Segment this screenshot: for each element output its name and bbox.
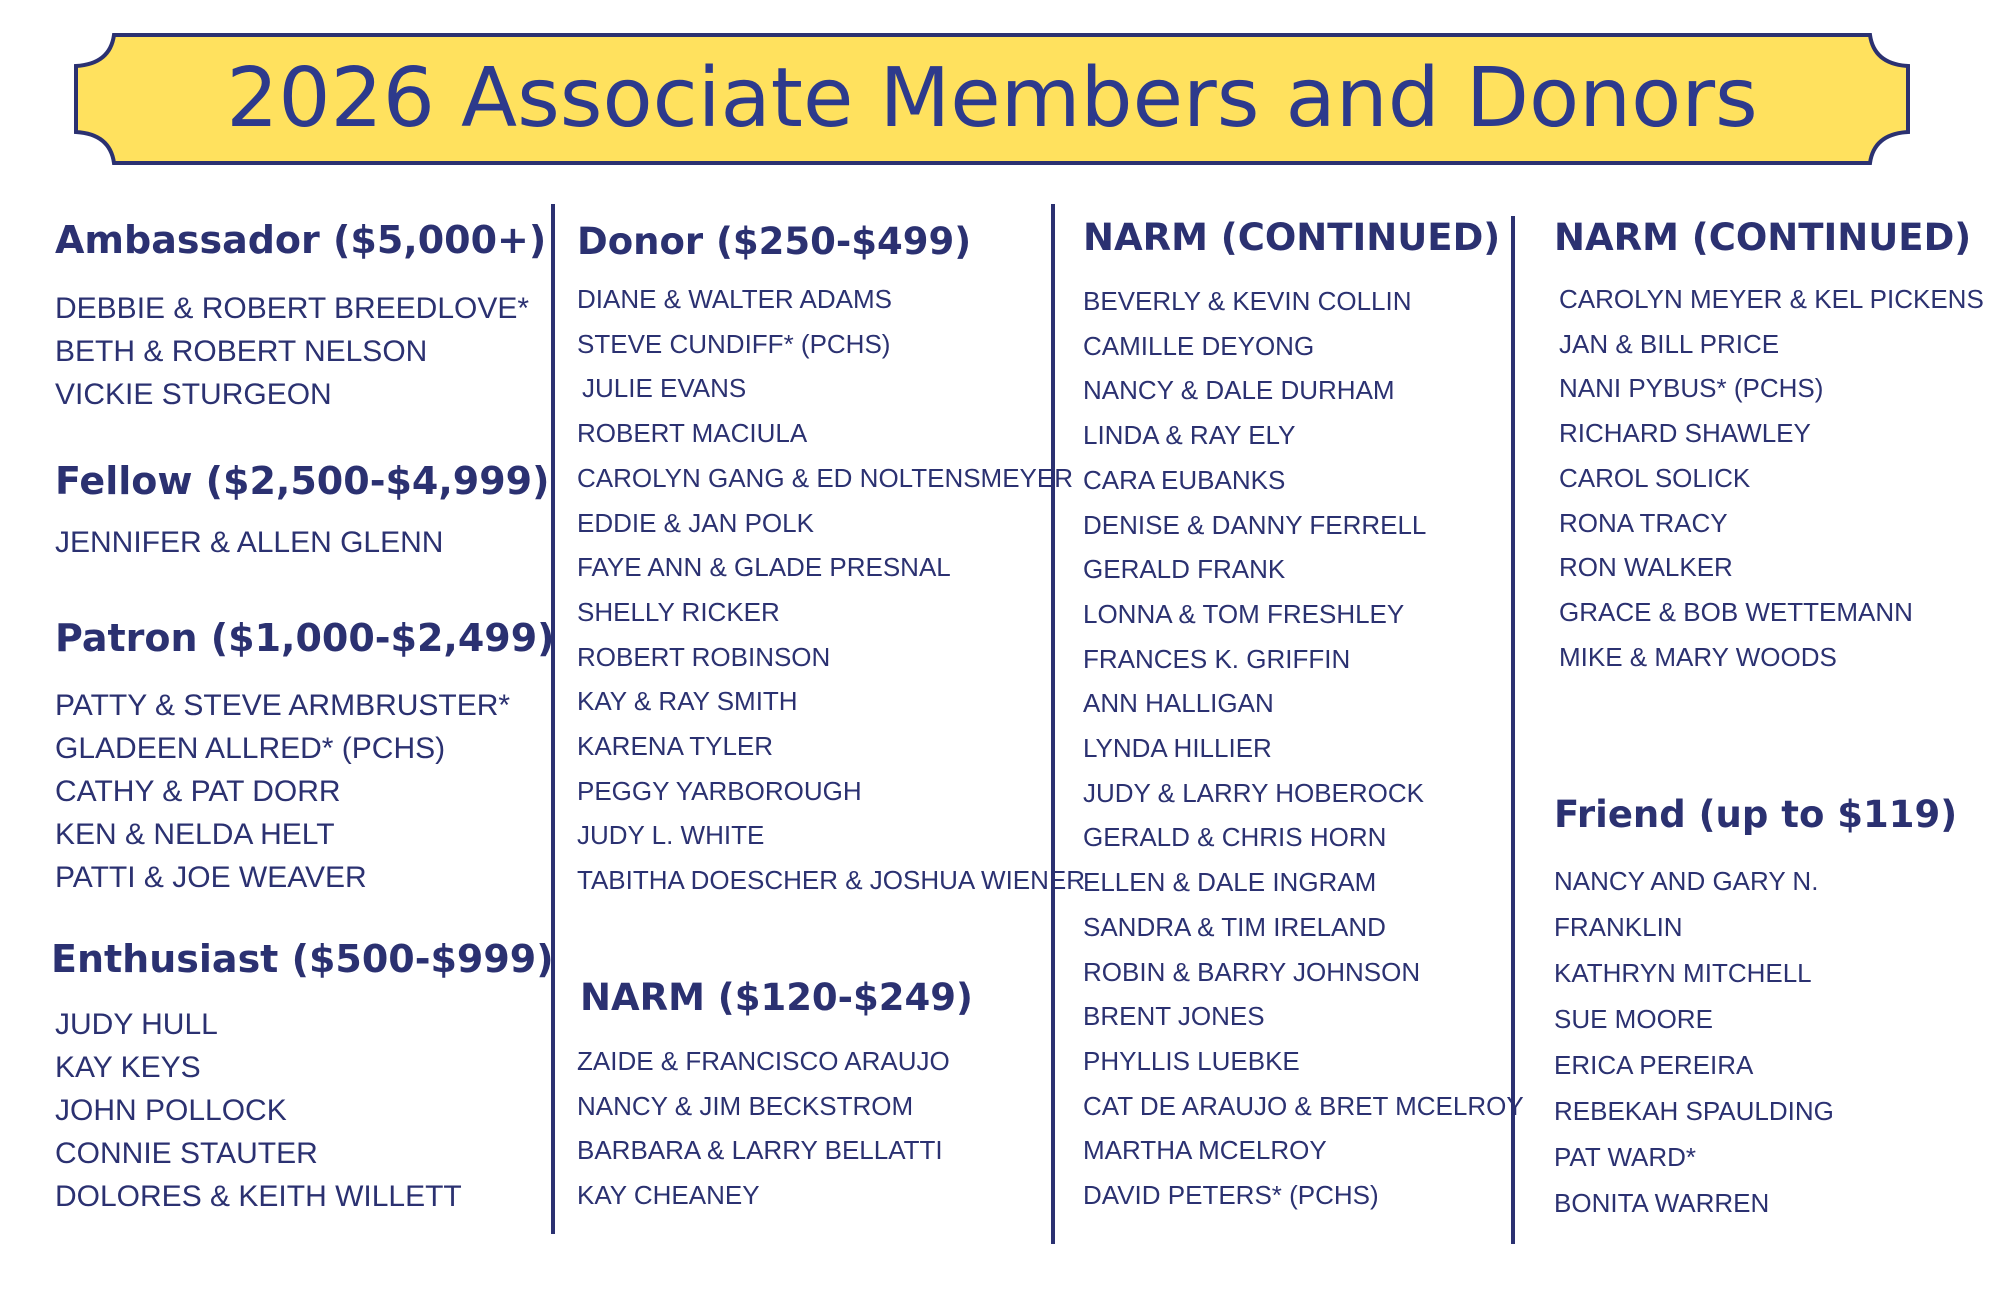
title-banner bbox=[72, 32, 1912, 166]
list-item: TABITHA DOESCHER & JOSHUA WIENER bbox=[577, 865, 1086, 896]
list-item: SUE MOORE bbox=[1554, 1004, 1713, 1034]
list-item: CARA EUBANKS bbox=[1083, 464, 1286, 495]
list-item: DOLORES & KEITH WILLETT bbox=[55, 1180, 462, 1213]
list-item: CAT DE ARAUJO & BRET MCELROY bbox=[1083, 1090, 1524, 1121]
list-item: JAN & BILL PRICE bbox=[1559, 328, 1780, 359]
section-heading: Donor ($250-$499) bbox=[577, 220, 972, 263]
section-ambassador bbox=[55, 218, 546, 416]
section-heading: NARM (CONTINUED) bbox=[1554, 216, 1972, 259]
list-item: RON WALKER bbox=[1559, 552, 1733, 583]
list-item: REBEKAH SPAULDING bbox=[1554, 1096, 1834, 1126]
section-donor bbox=[577, 220, 1085, 903]
list-item: CONNIE STAUTER bbox=[55, 1137, 318, 1170]
section-heading: Fellow ($2,500-$4,999) bbox=[55, 459, 550, 503]
list-item: STEVE CUNDIFF* (PCHS) bbox=[577, 328, 891, 359]
list-item: DAVID PETERS* (PCHS) bbox=[1083, 1180, 1379, 1211]
list-item: DEBBIE & ROBERT BREEDLOVE* bbox=[55, 292, 530, 325]
list-item: JUDY & LARRY HOBEROCK bbox=[1083, 777, 1424, 808]
list-item: ELLEN & DALE INGRAM bbox=[1083, 867, 1377, 898]
list-item: ERICA PEREIRA bbox=[1554, 1050, 1754, 1080]
name-list bbox=[577, 1039, 973, 1218]
name-list bbox=[51, 1003, 554, 1218]
list-item: KAY KEYS bbox=[55, 1051, 201, 1084]
list-item: PHYLLIS LUEBKE bbox=[1083, 1045, 1300, 1076]
section-friend bbox=[1554, 793, 1957, 1226]
page-title: 2026 Associate Members and Donors bbox=[226, 51, 1758, 146]
name-list bbox=[577, 277, 1085, 903]
list-item: KAY & RAY SMITH bbox=[577, 686, 798, 717]
list-item: ROBIN & BARRY JOHNSON bbox=[1083, 956, 1421, 987]
list-item: JUDY L. WHITE bbox=[577, 820, 765, 851]
list-item: KAY CHEANEY bbox=[577, 1180, 760, 1211]
list-item: NANCY & JIM BECKSTROM bbox=[577, 1090, 914, 1121]
list-item: DIANE & WALTER ADAMS bbox=[577, 284, 892, 314]
name-list bbox=[1554, 858, 1957, 1226]
list-item: CAROLYN MEYER & KEL PICKENS bbox=[1559, 284, 1984, 314]
list-item: CAROL SOLICK bbox=[1559, 462, 1751, 493]
list-item: BARBARA & LARRY BELLATTI bbox=[577, 1135, 943, 1166]
list-item: PATTI & JOE WEAVER bbox=[55, 861, 367, 894]
section-heading: NARM (CONTINUED) bbox=[1083, 216, 1501, 259]
list-item: FRANKLIN bbox=[1554, 912, 1683, 942]
list-item: CAMILLE DEYONG bbox=[1083, 330, 1315, 361]
section-heading: Enthusiast ($500-$999) bbox=[51, 937, 554, 981]
list-item: PATTY & STEVE ARMBRUSTER* bbox=[55, 689, 511, 722]
list-item: GRACE & BOB WETTEMANN bbox=[1559, 596, 1913, 627]
list-item: KEN & NELDA HELT bbox=[55, 818, 335, 851]
list-item: GERALD FRANK bbox=[1083, 554, 1286, 585]
list-item: ZAIDE & FRANCISCO ARAUJO bbox=[577, 1046, 950, 1076]
list-item: MIKE & MARY WOODS bbox=[1559, 641, 1837, 672]
list-item: RICHARD SHAWLEY bbox=[1559, 418, 1811, 449]
list-item: KARENA TYLER bbox=[577, 731, 774, 762]
name-list bbox=[55, 287, 546, 416]
list-item: JENNIFER & ALLEN GLENN bbox=[55, 526, 444, 559]
list-item: BONITA WARREN bbox=[1554, 1188, 1770, 1218]
list-item: VICKIE STURGEON bbox=[55, 378, 332, 411]
section-heading: NARM ($120-$249) bbox=[580, 976, 973, 1019]
list-item: SHELLY RICKER bbox=[577, 596, 780, 627]
list-item: CAROLYN GANG & ED NOLTENSMEYER bbox=[577, 462, 1074, 493]
list-item: PAT WARD* bbox=[1554, 1142, 1697, 1172]
list-item: NANCY & DALE DURHAM bbox=[1083, 375, 1395, 406]
list-item: SANDRA & TIM IRELAND bbox=[1083, 911, 1386, 942]
section-patron bbox=[55, 616, 555, 899]
name-list bbox=[55, 521, 549, 564]
list-item: GERALD & CHRIS HORN bbox=[1083, 822, 1387, 853]
section-narm-continued bbox=[1083, 216, 1524, 1218]
list-item: KATHRYN MITCHELL bbox=[1554, 958, 1812, 988]
list-item: BRENT JONES bbox=[1083, 1001, 1265, 1032]
section-heading: Friend (up to $119) bbox=[1554, 793, 1958, 836]
list-item: JOHN POLLOCK bbox=[55, 1094, 287, 1127]
section-narm bbox=[577, 976, 973, 1218]
list-item: GLADEEN ALLRED* (PCHS) bbox=[55, 732, 446, 765]
list-item: NANI PYBUS* (PCHS) bbox=[1559, 373, 1824, 404]
list-item: RONA TRACY bbox=[1559, 507, 1728, 538]
list-item: CATHY & PAT DORR bbox=[55, 775, 341, 808]
name-list bbox=[1559, 277, 1984, 679]
list-item: BETH & ROBERT NELSON bbox=[55, 335, 428, 368]
list-item: LONNA & TOM FRESHLEY bbox=[1083, 598, 1405, 629]
list-item: JULIE EVANS bbox=[582, 373, 747, 404]
list-item: JUDY HULL bbox=[55, 1008, 218, 1041]
list-item: EDDIE & JAN POLK bbox=[577, 507, 814, 538]
list-item: LYNDA HILLIER bbox=[1083, 733, 1272, 764]
list-item: ANN HALLIGAN bbox=[1083, 688, 1274, 719]
name-list bbox=[1083, 279, 1524, 1218]
section-fellow bbox=[55, 459, 549, 564]
list-item: ROBERT ROBINSON bbox=[577, 641, 831, 672]
section-heading: Patron ($1,000-$2,499) bbox=[55, 616, 555, 660]
name-list bbox=[55, 684, 555, 899]
section-enthusiast bbox=[51, 937, 554, 1218]
list-item: DENISE & DANNY FERRELL bbox=[1083, 509, 1427, 540]
list-item: NANCY AND GARY N. bbox=[1554, 866, 1819, 896]
list-item: BEVERLY & KEVIN COLLIN bbox=[1083, 286, 1412, 316]
section-heading: Ambassador ($5,000+) bbox=[55, 218, 547, 262]
list-item: FAYE ANN & GLADE PRESNAL bbox=[577, 552, 951, 583]
list-item: PEGGY YARBOROUGH bbox=[577, 775, 862, 806]
list-item: FRANCES K. GRIFFIN bbox=[1083, 643, 1351, 674]
list-item: LINDA & RAY ELY bbox=[1083, 420, 1296, 451]
list-item: ROBERT MACIULA bbox=[577, 418, 808, 449]
list-item: MARTHA MCELROY bbox=[1083, 1135, 1327, 1166]
section-narm-continued-2 bbox=[1554, 216, 1984, 679]
